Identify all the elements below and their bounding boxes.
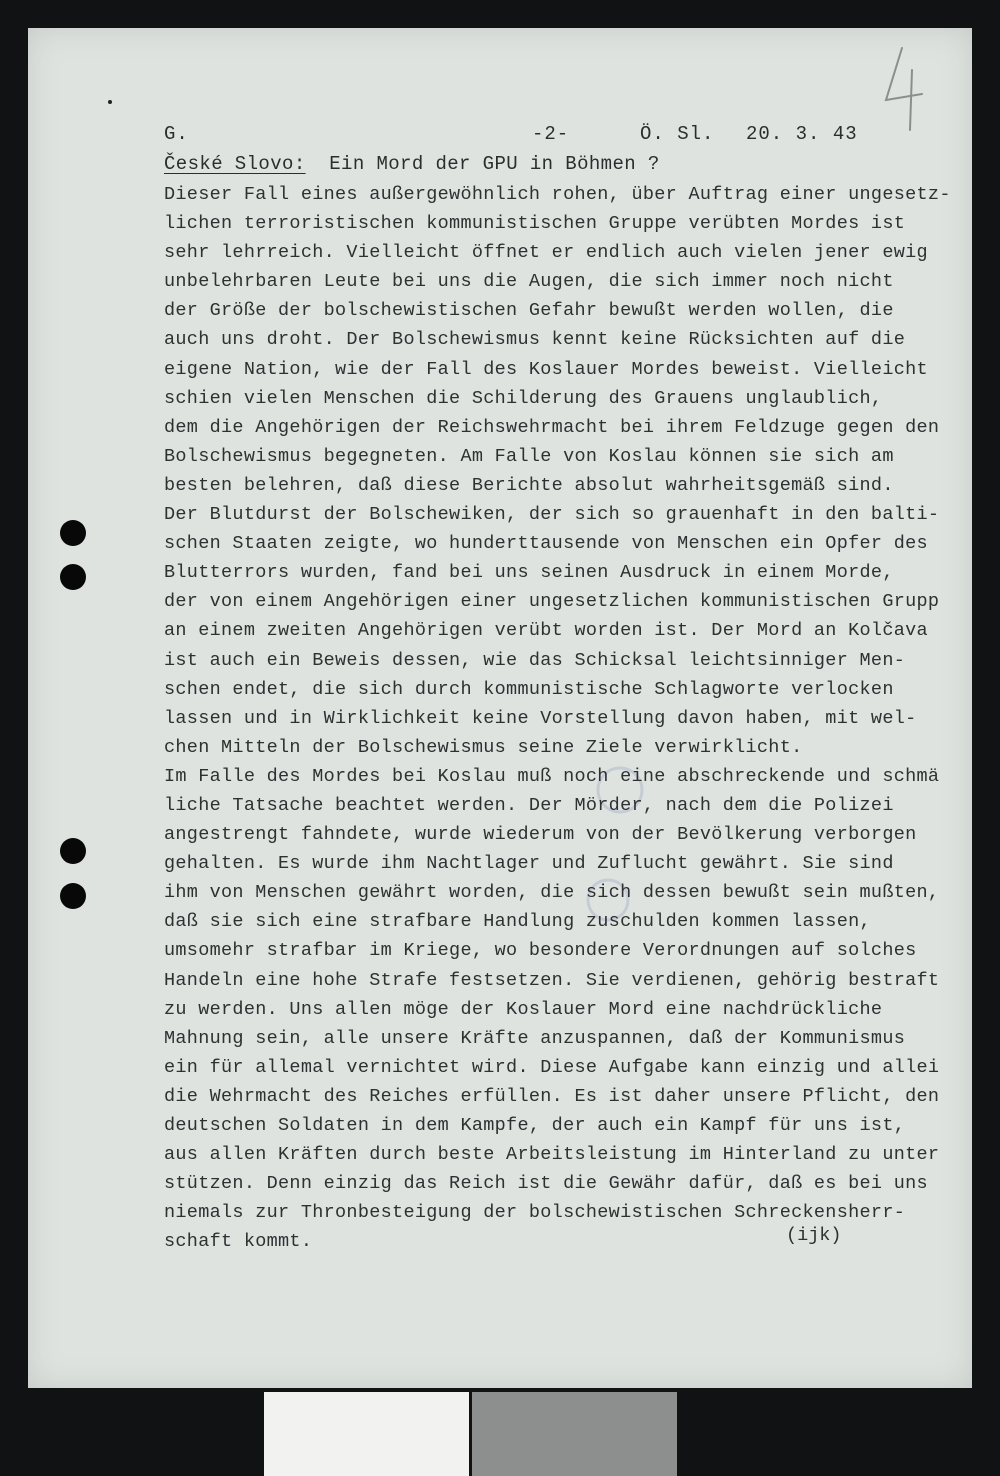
text-line: deutschen Soldaten in dem Kampfe, der auch ein Kampf für uns ist, — [164, 1115, 906, 1136]
scan-calibration-gray — [472, 1392, 677, 1476]
text-line: schen Staaten zeigte, wo hunderttausende von Menschen ein Opfer des — [164, 533, 928, 555]
text-line: aus allen Kräften durch beste Arbeitsleistung im Hinterland zu unter — [164, 1144, 940, 1166]
text-line: besten belehren, daß diese Berichte absolut wahrheitsgemäß sind. — [164, 474, 894, 496]
text-line: Handeln eine hohe Strafe festsetzen. Sie verdienen, gehörig bestraft — [164, 969, 940, 991]
article-body — [164, 180, 974, 1256]
text-line: schaft kommt. — [164, 1231, 313, 1253]
punch-hole — [60, 564, 86, 590]
text-line: lichen terroristischen kommunistischen Gruppe verübten Mordes ist — [164, 213, 906, 235]
text-line: schien vielen Menschen die Schilderung des Grauens unglaublich, — [164, 387, 883, 409]
punch-hole — [60, 520, 86, 546]
text-line: Dieser Fall eines außergewöhnlich rohen, über Auftrag einer ungesetz- — [164, 184, 951, 205]
text-line: unbelehrbaren Leute bei uns die Augen, die sich immer noch nicht — [164, 271, 894, 293]
document-header — [0, 123, 1000, 153]
document-date: 20. 3. 43 — [746, 123, 858, 145]
punch-hole — [60, 883, 86, 909]
text-line: sehr lehrreich. Vielleicht öffnet er endlich auch vielen jener ewig — [164, 242, 928, 264]
handwritten-page-number — [872, 42, 932, 132]
scan-calibration-white — [264, 1392, 469, 1476]
author-initials: (ijk) — [786, 1225, 842, 1246]
text-line: Der Blutdurst der Bolschewiken, der sich so grauenhaft in den balti- — [164, 504, 940, 526]
text-line: eigene Nation, wie der Fall des Koslauer Mordes beweist. Vielleicht — [164, 358, 928, 380]
ink-dot — [108, 100, 112, 104]
text-line: daß sie sich eine strafbare Handlung zuschulden kommen lassen, — [164, 911, 871, 933]
text-line: lassen und in Wirklichkeit keine Vorstellung davon haben, mit wel- — [164, 707, 917, 729]
text-line: Mahnung sein, alle unsere Kräfte anzuspannen, daß der Kommunismus — [164, 1027, 906, 1049]
text-line: der von einem Angehörigen einer ungesetzlichen kommunistischen Grupp — [164, 591, 940, 613]
text-line: dem die Angehörigen der Reichswehrmacht bei ihrem Feldzuge gegen den — [164, 416, 940, 438]
text-line: ihm von Menschen gewährt worden, die sich dessen bewußt sein mußten, — [164, 882, 940, 904]
headline: Ein Mord der GPU in Böhmen ? — [329, 153, 660, 175]
text-line: gehalten. Es wurde ihm Nachtlager und Zuflucht gewährt. Sie sind — [164, 853, 894, 875]
text-line: schen endet, die sich durch kommunistische Schlagworte verlocken — [164, 678, 894, 700]
text-line: ein für allemal vernichtet wird. Diese Aufgabe kann einzig und allei — [164, 1056, 940, 1078]
punch-hole — [60, 838, 86, 864]
text-line: die Wehrmacht des Reiches erfüllen. Es ist daher unsere Pflicht, den — [164, 1085, 940, 1107]
text-line: Bolschewismus begegneten. Am Falle von Koslau können sie sich am — [164, 445, 894, 467]
text-line: auch uns droht. Der Bolschewismus kennt keine Rücksichten auf die — [164, 329, 906, 351]
text-line: an einem zweiten Angehörigen verübt worden ist. Der Mord an Kolčava — [164, 620, 928, 642]
text-line: ist auch ein Beweis dessen, wie das Schicksal leichtsinniger Men- — [164, 649, 906, 671]
newspaper-name: České Slovo: — [164, 153, 306, 175]
handwritten-number-text: 4 — [872, 42, 873, 43]
text-line: der Größe der bolschewistischen Gefahr bewußt werden wollen, die — [164, 300, 894, 322]
page-number: -2- — [532, 123, 570, 145]
text-line: Blutterrors wurden, fand bei uns seinen Ausdruck in einem Morde, — [164, 562, 894, 584]
text-line: stützen. Denn einzig das Reich ist die Gewähr dafür, daß es bei uns — [164, 1173, 928, 1195]
source-abbrev: Ö. Sl. — [640, 123, 715, 145]
text-line: Im Falle des Mordes bei Koslau muß noch eine abschreckende und schmä — [164, 765, 940, 787]
header-code: G. — [164, 123, 189, 145]
text-line: niemals zur Thronbesteigung der bolschewistischen Schreckensherr- — [164, 1202, 906, 1224]
article-title — [164, 153, 660, 175]
text-line: liche Tatsache beachtet werden. Der Mörder, nach dem die Polizei — [164, 794, 894, 816]
text-line: umsomehr strafbar im Kriege, wo besondere Verordnungen auf solches — [164, 940, 917, 962]
text-line: zu werden. Uns allen möge der Koslauer Mord eine nachdrückliche — [164, 998, 883, 1020]
text-line: angestrengt fahndete, wurde wiederum von der Bevölkerung verborgen — [164, 824, 917, 846]
text-line: chen Mitteln der Bolschewismus seine Ziele verwirklicht. — [164, 736, 803, 758]
